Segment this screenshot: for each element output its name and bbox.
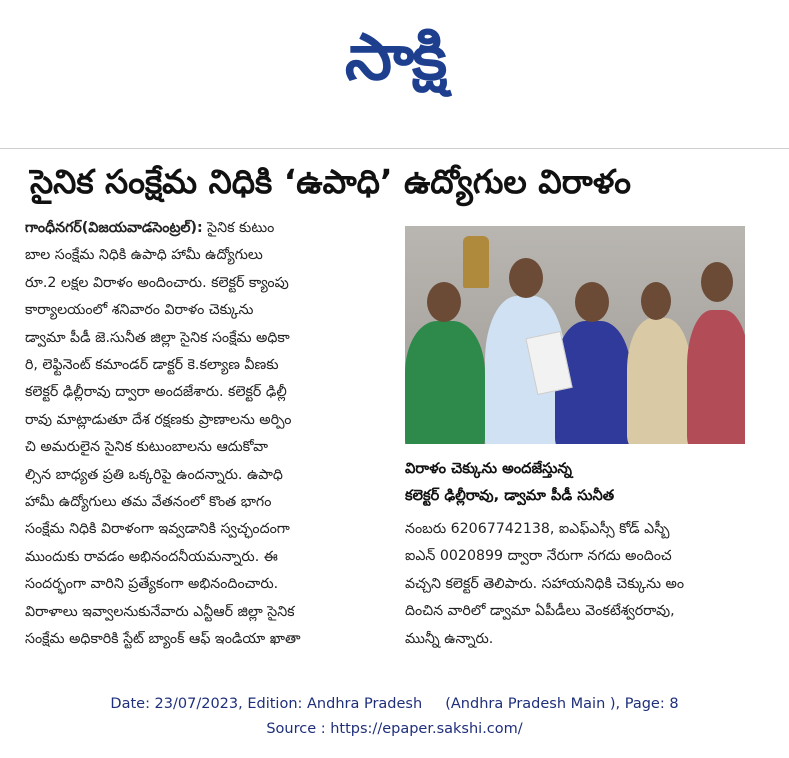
- article-photo: [405, 226, 745, 444]
- article-line: హామీ ఉద్యోగులు తమ వేతనంలో కొంత భాగం: [25, 494, 272, 511]
- photo-head: [641, 282, 671, 320]
- footer-date-edition: Date: 23/07/2023, Edition: Andhra Pradesh (Andhra Pradesh Main ), Page: 8: [110, 696, 679, 712]
- masthead-divider: [0, 148, 789, 149]
- article-line: వచ్చని కలెక్టర్ తెలిపారు. సహాయనిధికి చెక్కును అం: [405, 575, 685, 592]
- photo-head: [701, 262, 733, 302]
- photo-head: [509, 258, 543, 298]
- caption-line: కలెక్టర్ ఢిల్లీరావు, డ్వామా పీడీ సునీత: [405, 487, 615, 504]
- logo-text: సాక్షి: [344, 21, 446, 95]
- article-line: ఐఎన్ 0020899 ద్వారా నేరుగా నగదు అందించ: [405, 548, 672, 565]
- article-right-column: [405, 516, 750, 653]
- article-line: విరాళాలు ఇవ్వాలనుకునేవారు ఎన్టీఆర్ జిల్లా సైనిక: [25, 603, 295, 620]
- article-line: ల్సిన బాధ్యత ప్రతి ఒక్కరిపై ఉందన్నారు. ఉపాధి: [25, 466, 283, 483]
- article-line: దించిన వారిలో డ్వామా ఏపీడీలు వెంకటేశ్వరరావు,: [405, 603, 675, 620]
- article-line: ముందుకు రావడం అభినందనీయమన్నారు. ఈ: [25, 548, 278, 565]
- article-line: డ్వామా పీడీ జె.సునీత జిల్లా సైనిక సంక్షేమ అధికా: [25, 329, 290, 346]
- photo-person: [687, 310, 745, 444]
- article-line: రావు మాట్లాడుతూ దేశ రక్షణకు ప్రాణాలను అర్పిం: [25, 411, 292, 428]
- article-line: సంక్షేమ నిధికి విరాళంగా ఇవ్వడానికి స్వచ్ఛందంగా: [25, 521, 290, 538]
- article-line: కార్యాలయంలో శనివారం విరాళం చెక్కును: [25, 302, 254, 319]
- article-line: కలెక్టర్ ఢిల్లీరావు ద్వారా అందజేశారు. కలెక్టర్ ఢిల్లీ: [25, 384, 287, 401]
- article-dateline: గాంధీనగర్(విజయవాడసెంట్రల్):: [25, 220, 203, 236]
- article-line: సంక్షేమ అధికారికి స్టేట్ బ్యాంక్ ఆఫ్ ఇండియా ఖాతా: [25, 631, 301, 648]
- photo-person: [627, 318, 691, 444]
- epaper-footer: [0, 692, 789, 742]
- article-line: బాల సంక్షేమ నిధికి ఉపాధి హామీ ఉద్యోగులు: [25, 247, 263, 264]
- article-left-column: [25, 215, 385, 654]
- photo-person: [405, 321, 485, 444]
- article-line: గాంధీనగర్(విజయవాడసెంట్రల్): సైనిక కుటుం: [25, 220, 275, 236]
- footer-source-link[interactable]: Source : https://epaper.sakshi.com/: [266, 721, 523, 737]
- sakshi-logo: [290, 8, 500, 108]
- article-line: రి, లెఫ్టినెంట్ కమాండర్ డాక్టర్ కె.కల్యాణ వీణకు: [25, 357, 279, 374]
- article-headline: సైనిక సంక్షేమ నిధికి ‘ఉపాధి’ ఉద్యోగుల విరాళం: [30, 162, 632, 201]
- photo-head: [575, 282, 609, 322]
- article-line: సందర్భంగా వారిని ప్రత్యేకంగా అభినందించారు.: [25, 576, 279, 593]
- article-line: రూ.2 లక్షల విరాళం అందించారు. కలెక్టర్ క్యాంపు: [25, 274, 289, 291]
- photo-head: [427, 282, 461, 322]
- article-line: మున్నీ ఉన్నారు.: [405, 630, 494, 647]
- photo-caption: [405, 455, 750, 509]
- caption-line: విరాళం చెక్కును అందజేస్తున్న: [405, 460, 572, 477]
- article-line: చి అమరులైన సైనిక కుటుంబాలను ఆదుకోవా: [25, 439, 268, 456]
- emblem-icon: [463, 236, 489, 288]
- article-line: నంబరు 62067742138, ఐఎఫ్ఎస్సీ కోడ్ ఎస్బీ: [405, 521, 670, 537]
